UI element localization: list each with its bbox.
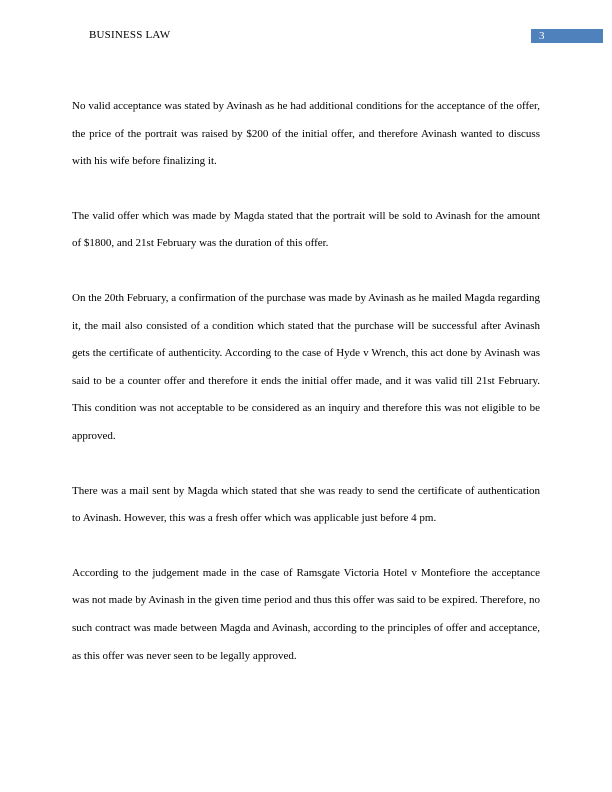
- document-body: [72, 93, 540, 697]
- paragraph-conclusion: According to the judgement made in the case of Ramsgate Victoria Hotel v Montefiore the acceptance was not made by Avinash in the given time period and thus this offer was said to be expired. Therefore, no such contract was made between Magda and Avinash, according to the principles of offer and acceptance, as this offer was never seen to be legally approved.: [72, 566, 540, 662]
- paragraph-valid-offer: The valid offer which was made by Magda stated that the portrait will be sold to Avinash for the amount of $1800, and 21st February was the duration of this offer.: [72, 209, 540, 250]
- running-header: BUSINESS LAW: [89, 29, 171, 41]
- page-number: 3: [539, 30, 545, 42]
- paragraph-fresh-offer: There was a mail sent by Magda which stated that she was ready to send the certificate of authentication to Avinash. However, this was a fresh offer which was applicable just before 4 pm.: [72, 484, 540, 525]
- page-number-badge: [531, 29, 603, 43]
- paragraph-counter-offer: On the 20th February, a confirmation of the purchase was made by Avinash as he mailed Magda regarding it, the mail also consisted of a condition which stated that the purchase will be successful after Avinash gets the certificate of authenticity. According to the case of Hyde v Wrench, this act done by Avinash was said to be a counter offer and therefore it ends the initial offer made, and it was valid till 21st February. This condition was not acceptable to be considered as an inquiry and therefore this was not eligible to be approved.: [72, 291, 540, 442]
- paragraph-acceptance: No valid acceptance was stated by Avinash as he had additional conditions for the acceptance of the offer, the price of the portrait was raised by $200 of the initial offer, and therefore Avinash wanted to discuss with his wife before finalizing it.: [72, 100, 540, 168]
